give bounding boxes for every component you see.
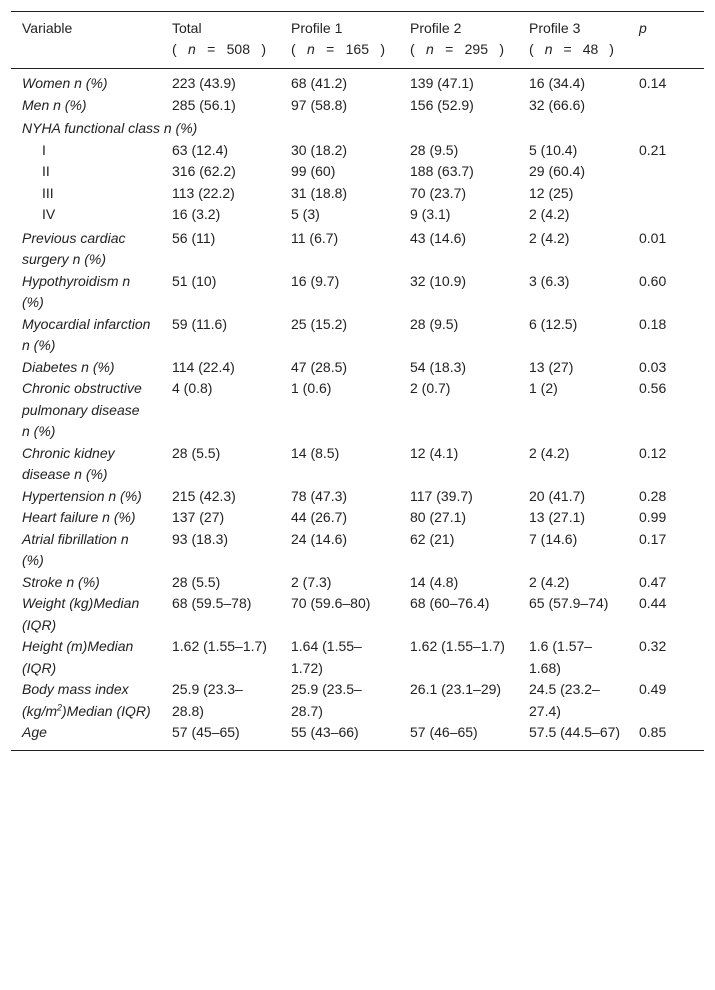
cell-profile-3: 2 (4.2) xyxy=(529,206,570,222)
cell-profile-2: 80 (27.1) xyxy=(410,509,467,525)
cell-profile-2: 9 (3.1) xyxy=(410,206,451,222)
table-row xyxy=(11,314,704,357)
row-label: Diabetes n (%) xyxy=(22,358,115,375)
cell-profile-1: 47 (28.5) xyxy=(291,358,348,375)
cell-profile-1: 25 (15.2) xyxy=(291,315,348,332)
cell-p-value: 0.18 xyxy=(639,315,667,332)
cell-profile-3: 13 (27) xyxy=(529,358,574,375)
cell-p-value: 0.32 xyxy=(639,638,667,654)
cell-profile-2: 68 (60–76.4) xyxy=(410,595,490,611)
baseline-characteristics-table xyxy=(11,11,704,751)
cell-profile-1: 70 (59.6–80) xyxy=(291,595,371,611)
cell-total: 16 (3.2) xyxy=(172,206,221,222)
cell-profile-1: 1 (0.6) xyxy=(291,380,332,396)
cell-profile-3: 16 (34.4) xyxy=(529,75,586,91)
cell-profile-3: 7 (14.6) xyxy=(529,530,578,547)
cell-profile-2: 139 (47.1) xyxy=(410,75,474,91)
cell-p-value xyxy=(628,161,704,183)
cell-p-value xyxy=(628,204,704,226)
cell-total: 137 (27) xyxy=(172,509,225,525)
cell-profile-3: 1 (2) xyxy=(529,380,558,396)
table-row xyxy=(11,722,704,750)
row-label: II xyxy=(42,163,50,179)
cell-profile-3: 32 (66.6) xyxy=(529,96,586,113)
row-label: Hypothyroidism n (%) xyxy=(22,272,131,310)
cell-profile-3: 2 (4.2) xyxy=(529,444,570,461)
cell-profile-1: 11 (6.7) xyxy=(291,229,339,246)
cell-total: 113 (22.2) xyxy=(172,184,235,201)
cell-total: 63 (12.4) xyxy=(172,141,229,158)
cell-profile-3: 20 (41.7) xyxy=(529,487,586,504)
cell-profile-3: 13 (27.1) xyxy=(529,509,586,525)
table-row xyxy=(11,69,704,95)
cell-total: 4 (0.8) xyxy=(172,380,213,396)
cell-profile-1: 78 (47.3) xyxy=(291,487,348,504)
cell-profile-3: 2 (4.2) xyxy=(529,229,570,246)
cell-profile-1: 5 (3) xyxy=(291,206,320,222)
cell-profile-3: 24.5 (23.2–27.4) xyxy=(529,681,600,719)
row-label: Chronic obstructive pulmonary disease n (%) xyxy=(22,380,142,439)
cell-profile-2: 28 (9.5) xyxy=(410,315,459,332)
row-label: Chronic kidney disease n (%) xyxy=(22,444,115,482)
cell-profile-2: 54 (18.3) xyxy=(410,358,467,375)
cell-profile-1: 1.64 (1.55–1.72) xyxy=(291,638,362,676)
cell-profile-2: 14 (4.8) xyxy=(410,573,459,590)
table-row xyxy=(11,636,704,679)
cell-p-value: 0.03 xyxy=(639,358,667,375)
row-label: Stroke n (%) xyxy=(22,573,100,590)
cell-profile-1: 44 (26.7) xyxy=(291,509,348,525)
cell-profile-2: 43 (14.6) xyxy=(410,229,467,246)
cell-p-value: 0.28 xyxy=(639,487,667,504)
cell-profile-3: 6 (12.5) xyxy=(529,315,578,332)
table-row xyxy=(11,486,704,508)
cell-p-value: 0.01 xyxy=(639,229,667,246)
cell-p-value: 0.85 xyxy=(628,722,704,750)
row-label: Previous cardiac surgery n (%) xyxy=(22,229,126,267)
row-label: Atrial fibrillation n (%) xyxy=(22,530,129,568)
cell-profile-2: 28 (9.5) xyxy=(410,141,459,158)
cell-profile-3: 57.5 (44.5–67) xyxy=(518,722,628,750)
cell-profile-1: 30 (18.2) xyxy=(291,141,348,158)
cell-profile-1: 16 (9.7) xyxy=(291,272,340,289)
cell-p-value: 0.56 xyxy=(639,380,667,396)
cell-profile-3: 1.6 (1.57–1.68) xyxy=(529,638,593,676)
header-profile-2: Profile 2 ( n = 295 ) xyxy=(410,20,504,57)
row-label: Myocardial infarction n (%) xyxy=(22,315,151,353)
cell-total: 93 (18.3) xyxy=(172,530,229,547)
row-label: Men n (%) xyxy=(22,96,87,113)
table-row xyxy=(11,140,704,162)
table-row xyxy=(11,593,704,636)
cell-profile-1: 14 (8.5) xyxy=(291,444,340,461)
row-label: Hypertension n (%) xyxy=(22,487,142,504)
cell-profile-3: 3 (6.3) xyxy=(529,272,570,289)
cell-profile-2: 188 (63.7) xyxy=(410,163,474,179)
cell-total: 114 (22.4) xyxy=(172,358,235,375)
cell-profile-2: 117 (39.7) xyxy=(410,487,473,504)
cell-profile-1: 31 (18.8) xyxy=(291,184,348,201)
cell-total: 59 (11.6) xyxy=(172,315,227,332)
table-row xyxy=(11,95,704,117)
cell-profile-2: 32 (10.9) xyxy=(410,272,467,289)
cell-profile-2: 12 (4.1) xyxy=(410,444,459,461)
table-row xyxy=(11,529,704,572)
row-label: Women n (%) xyxy=(22,75,108,91)
table-row xyxy=(11,679,704,722)
cell-profile-2: 62 (21) xyxy=(410,530,455,547)
table-row xyxy=(11,183,704,205)
table-row xyxy=(11,161,704,183)
table-row xyxy=(11,226,704,271)
cell-p-value: 0.47 xyxy=(639,573,667,590)
cell-profile-2: 156 (52.9) xyxy=(410,96,474,113)
header-variable: Variable xyxy=(22,20,73,36)
cell-total: 51 (10) xyxy=(172,272,217,289)
cell-total: 215 (42.3) xyxy=(172,487,236,504)
cell-profile-2: 2 (0.7) xyxy=(410,380,451,396)
cell-p-value: 0.60 xyxy=(639,272,667,289)
cell-profile-1: 2 (7.3) xyxy=(291,573,332,590)
header-profile-3: Profile 3 ( n = 48 ) xyxy=(529,20,614,57)
cell-profile-2: 57 (46–65) xyxy=(399,722,518,750)
row-label: III xyxy=(42,184,54,201)
header-p-value: p xyxy=(639,20,647,36)
cell-total: 56 (11) xyxy=(172,229,216,246)
cell-p-value: 0.14 xyxy=(639,75,667,91)
table-row xyxy=(11,378,704,443)
cell-profile-3: 12 (25) xyxy=(529,184,574,201)
cell-profile-2: 1.62 (1.55–1.7) xyxy=(410,638,505,654)
cell-p-value: 0.17 xyxy=(639,530,667,547)
cell-p-value: 0.49 xyxy=(639,681,667,697)
table-container xyxy=(11,11,704,751)
table-row xyxy=(11,443,704,486)
table-row xyxy=(11,271,704,314)
cell-profile-1: 68 (41.2) xyxy=(291,75,348,91)
table-row xyxy=(11,357,704,379)
cell-profile-1: 55 (43–66) xyxy=(280,722,399,750)
cell-p-value: 0.44 xyxy=(639,595,667,611)
header-profile-1: Profile 1 ( n = 165 ) xyxy=(291,20,385,57)
cell-profile-1: 24 (14.6) xyxy=(291,530,348,547)
table-row xyxy=(11,507,704,529)
cell-p-value: 0.21 xyxy=(639,141,667,158)
row-label: IV xyxy=(42,206,56,222)
row-label: Weight (kg)Median (IQR) xyxy=(22,595,140,633)
section-label: NYHA functional class n (%) xyxy=(22,120,198,136)
cell-p-value: 0.99 xyxy=(639,509,667,525)
cell-profile-2: 26.1 (23.1–29) xyxy=(410,681,502,697)
cell-profile-2: 70 (23.7) xyxy=(410,184,467,201)
row-label: I xyxy=(42,141,46,158)
cell-total: 316 (62.2) xyxy=(172,163,236,179)
cell-total: 28 (5.5) xyxy=(172,573,221,590)
cell-total: 25.9 (23.3–28.8) xyxy=(172,681,243,719)
cell-total: 57 (45–65) xyxy=(161,722,280,750)
table-row xyxy=(11,572,704,594)
row-label: Age xyxy=(11,722,161,750)
row-label: Body mass index $(kg/m^2)Median$ (IQR) xyxy=(22,681,151,719)
section-row xyxy=(11,116,704,140)
cell-profile-3: 29 (60.4) xyxy=(529,163,586,179)
cell-profile-3: 5 (10.4) xyxy=(529,141,578,158)
cell-total: 285 (56.1) xyxy=(172,96,236,113)
row-label: Height (m)Median (IQR) xyxy=(22,638,134,676)
header-total: Total ( n = 508 ) xyxy=(172,20,266,57)
cell-p-value xyxy=(628,95,704,117)
cell-p-value: 0.12 xyxy=(639,444,667,461)
cell-total: 28 (5.5) xyxy=(172,444,221,461)
cell-p-value xyxy=(628,183,704,205)
header-row xyxy=(11,12,704,69)
cell-total: 223 (43.9) xyxy=(172,75,236,91)
cell-profile-1: 25.9 (23.5–28.7) xyxy=(291,681,362,719)
table-row xyxy=(11,204,704,226)
cell-profile-1: 99 (60) xyxy=(291,163,336,179)
cell-profile-3: 2 (4.2) xyxy=(529,573,570,590)
row-label: Heart failure n (%) xyxy=(22,509,136,525)
cell-total: 1.62 (1.55–1.7) xyxy=(172,638,267,654)
cell-profile-1: 97 (58.8) xyxy=(291,96,348,113)
cell-profile-3: 65 (57.9–74) xyxy=(529,595,609,611)
cell-total: 68 (59.5–78) xyxy=(172,595,252,611)
